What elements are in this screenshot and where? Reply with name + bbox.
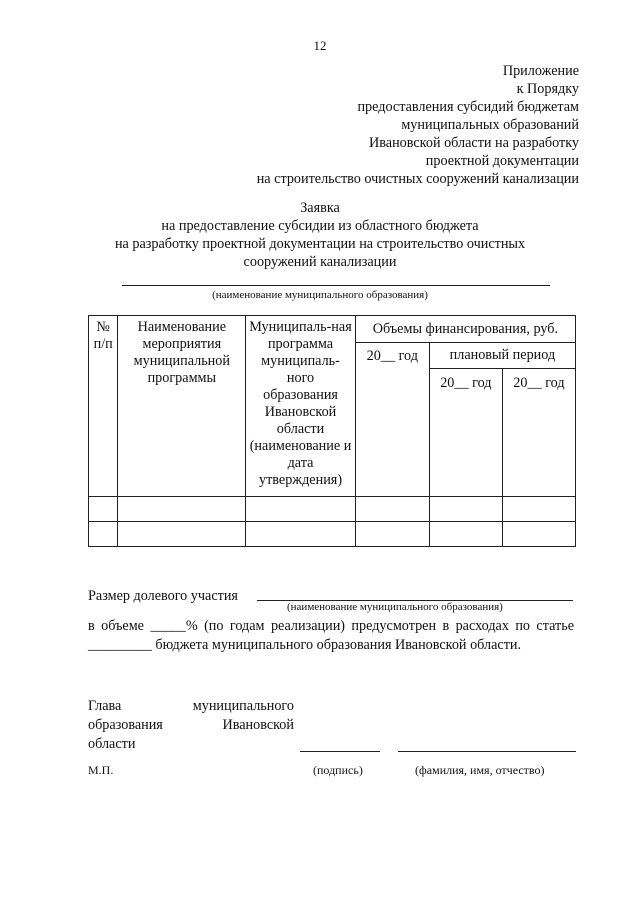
- header-year-2: 20__ год: [429, 369, 502, 497]
- table-row: [89, 522, 576, 547]
- appendix-line: Приложение: [502, 63, 579, 79]
- municipality-hint: (наименование муниципального образования): [212, 289, 428, 301]
- signature-line: [300, 751, 380, 752]
- header-planned-period: плановый период: [429, 343, 575, 369]
- table-cell: [429, 497, 502, 522]
- appendix-line: к Порядку: [516, 81, 579, 97]
- header-year-current: 20__ год: [355, 343, 429, 497]
- title-line: сооружений канализации: [243, 254, 397, 270]
- municipality-name-line: [122, 285, 550, 286]
- seal-place-label: М.П.: [88, 763, 114, 777]
- financing-table: [88, 315, 576, 547]
- header-financing: Объемы финансирования, руб.: [355, 316, 575, 343]
- head-line: образования Ивановской: [88, 717, 294, 733]
- head-of-municipality: [88, 697, 294, 754]
- table-cell: [89, 497, 118, 522]
- table-cell: [89, 522, 118, 547]
- full-name-line: [398, 751, 576, 752]
- table-row: [89, 497, 576, 522]
- header-event-name: Наименование мероприятия муниципальной программы: [118, 316, 246, 497]
- share-municipality-hint: (наименование муниципального образования): [287, 601, 503, 613]
- table-cell: [118, 522, 246, 547]
- head-line: Глава муниципального: [88, 698, 294, 714]
- table-cell: [118, 497, 246, 522]
- table-cell: [355, 522, 429, 547]
- header-num: № п/п: [89, 316, 118, 497]
- head-line: области: [88, 736, 136, 752]
- appendix-line: проектной документации: [425, 153, 579, 169]
- title-line: на разработку проектной документации на строительство очистных: [114, 236, 526, 252]
- title-heading: Заявка: [300, 200, 340, 216]
- title-line: на предоставление субсидии из областного бюджета: [161, 218, 479, 234]
- signature-hint: (подпись): [313, 763, 363, 777]
- appendix-line: Ивановской области на разработку: [369, 135, 579, 151]
- table-cell: [246, 497, 356, 522]
- appendix-block: [159, 62, 579, 188]
- full-name-hint: (фамилия, имя, отчество): [415, 763, 545, 777]
- header-program: Муниципаль-ная программа муниципаль-ного образования Ивановской области (наименование и дата утверждения): [246, 316, 356, 497]
- appendix-line: муниципальных образований: [401, 117, 579, 133]
- header-year-3: 20__ год: [502, 369, 575, 497]
- share-label: Размер долевого участия: [88, 588, 238, 604]
- appendix-line: предоставления субсидий бюджетам: [357, 99, 579, 115]
- table-cell: [246, 522, 356, 547]
- document-title: [0, 199, 640, 271]
- table-cell: [429, 522, 502, 547]
- page-number: 12: [313, 38, 327, 53]
- table-cell: [502, 497, 575, 522]
- table-cell: [355, 497, 429, 522]
- table-cell: [502, 522, 575, 547]
- share-paragraph: в объеме _____% (по годам реализации) предусмотрен в расходах по статье _________ бюджета муниципального образования Ивановской области.: [88, 618, 574, 653]
- appendix-line: на строительство очистных сооружений канализации: [256, 171, 579, 187]
